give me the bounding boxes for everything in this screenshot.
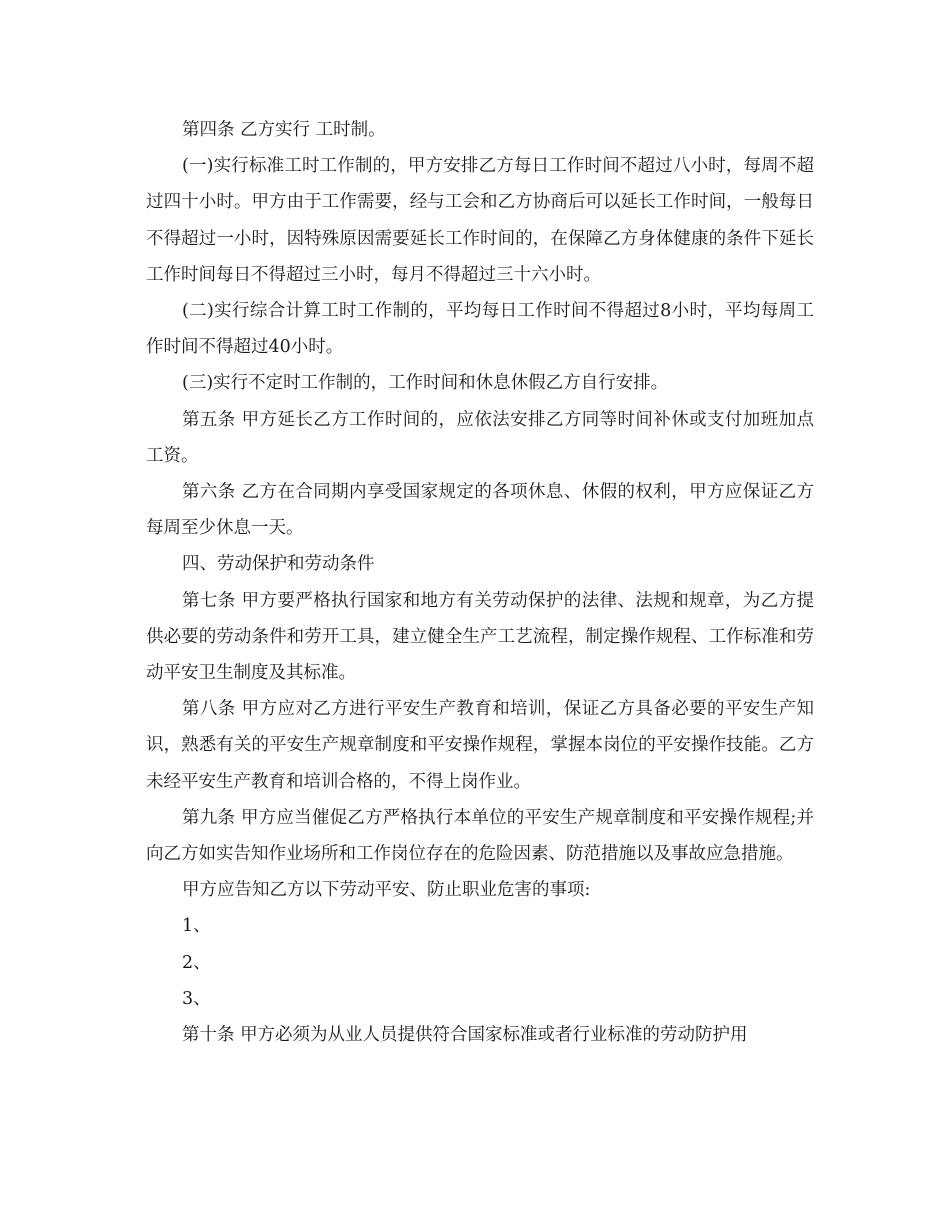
notice-intro: 甲方应告知乙方以下劳动平安、防止职业危害的事项: — [182, 880, 591, 901]
article-4-item-3: (三)实行不定时工作制的，工作时间和休息休假乙方自行安排。 — [182, 373, 669, 394]
article-5: 第五条 甲方延长乙方工作时间的，应依法安排乙方同等时间补休或支付加班加点工资。 — [146, 409, 814, 466]
document-body — [146, 112, 814, 1053]
article-4-item-2: (二)实行综合计算工时工作制的，平均每日工作时间不得超过8小时，平均每周工作时间不得超过40小时。 — [146, 301, 814, 358]
list-item-2: 2、 — [182, 952, 211, 973]
list-item-1: 1、 — [182, 916, 211, 937]
article-7: 第七条 甲方要严格执行国家和地方有关劳动保护的法律、法规和规章，为乙方提供必要的劳动条件和劳开工具，建立健全生产工艺流程，制定操作规程、工作标准和劳动平安卫生制度及其标准。 — [146, 590, 814, 684]
article-9: 第九条 甲方应当催促乙方严格执行本单位的平安生产规章制度和平安操作规程;并向乙方如实告知作业场所和工作岗位存在的危险因素、防范措施以及事故应急措施。 — [146, 807, 814, 865]
article-4: 第四条 乙方实行 工时制。 — [182, 120, 386, 140]
article-6: 第六条 乙方在合同期内享受国家规定的各项休息、休假的权利，甲方应保证乙方每周至少休息一天。 — [146, 482, 814, 539]
list-item-3: 3、 — [182, 988, 211, 1009]
article-10: 第十条 甲方必须为从业人员提供符合国家标准或者行业标准的劳动防护用 — [182, 1025, 748, 1046]
section-heading-4: 四、劳动保护和劳动条件 — [182, 554, 375, 575]
article-4-item-1: (一)实行标准工时工作制的，甲方安排乙方每日工作时间不超过八小时，每周不超过四十小时。甲方由于工作需要，经与工会和乙方协商后可以延长工作时间，一般每日不得超过一小时，因特殊原因需要延长工作时间的，在保障乙方身体健康的条件下延长工作时间每日不得超过三小时，每月不得超过三十六小时。 — [146, 156, 814, 285]
article-8: 第八条 甲方应对乙方进行平安生产教育和培训，保证乙方具备必要的平安生产知识，熟悉有关的平安生产规章制度和平安操作规程，掌握本岗位的平安操作技能。乙方未经平安生产教育和培训合格的，不得上岗作业。 — [146, 699, 814, 792]
